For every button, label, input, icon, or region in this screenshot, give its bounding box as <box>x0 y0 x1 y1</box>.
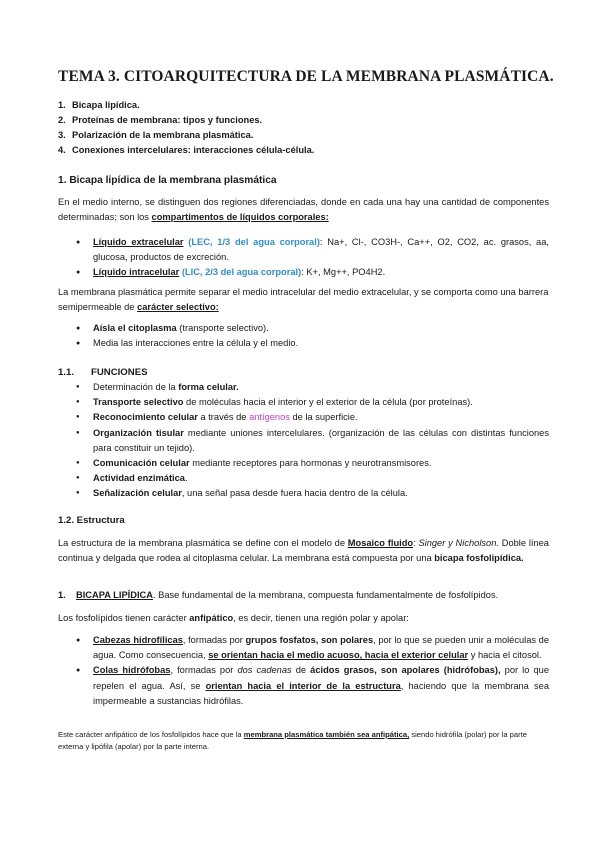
list-item: ● Determinación de la forma celular. <box>76 380 549 395</box>
page-title: TEMA 3. CITOARQUITECTURA DE LA MEMBRANA PLASMÁTICA. <box>58 68 554 85</box>
functions-list <box>76 380 549 502</box>
paragraph-barrera: La membrana plasmática permite separar el medio intracelular del medio extracelular, y se comporta como una barrera semipermeable de carácter selectivo: <box>58 287 549 313</box>
list-item: ● Aísla el citoplasma (transporte selectivo). <box>76 321 549 336</box>
list-item: ● Actividad enzimática. <box>76 471 549 486</box>
toc-item: 2. Proteínas de membrana: tipos y funciones. <box>58 115 263 125</box>
paragraph-medio-interno: En el medio interno, se distinguen dos regiones diferenciadas, donde en cada una hay una cantidad de componentes determinadas; son los compartimentos de líquidos corporales: <box>58 197 549 223</box>
footnote: Este carácter anfipático de los fosfolípidos hace que la membrana plasmática también sea anfipática, siendo hidrófila (polar) por la parte externa y lipófila (apolar) por la parte interna. <box>58 730 527 751</box>
list-item: ● Transporte selectivo de moléculas hacia el interior y el exterior de la célula (por proteínas). <box>76 395 549 410</box>
list-item: ● Señalización celular, una señal pasa desde fuera hacia dentro de la célula. <box>76 486 549 501</box>
toc-item: 1. Bicapa lipídica. <box>58 100 140 110</box>
list-item-colas: ● Colas hidrófobas, formadas por dos cadenas de ácidos grasos, son apolares (hidrófobas), por lo que repelen el agua. Así, se orientan hacia el interior de la estructura, haciendo que la membrana sea impermeable a sustancias hidrófilas. <box>76 663 549 709</box>
subsection-heading-funciones: 1.1. FUNCIONES <box>58 367 148 378</box>
paragraph-bicapa-lipidica: 1. BICAPA LIPÍDICA. Base fundamental de la membrana, compuesta fundamentalmente de fosfolípidos. <box>58 590 499 600</box>
list-item: ● Media las interacciones entre la célula y el medio. <box>76 336 549 351</box>
paragraph-anfipatico: Los fosfolípidos tienen carácter anfipático, es decir, tienen una región polar y apolar: <box>58 613 409 623</box>
table-of-contents <box>58 98 314 158</box>
list-item-lec: ● Líquido extracelular (LEC, 1/3 del agua corporal): Na+, Cl-, CO3H-, Ca++, O2, CO2, ac. grasos, aa, glucosa, productos de excreción. <box>76 235 549 265</box>
selective-list <box>76 321 549 351</box>
phospholipid-parts-list <box>76 633 549 709</box>
list-item: ● Organización tisular mediante uniones intercelulares. (organización de las células con distintas funciones para constituir un tejido). <box>76 426 549 456</box>
liquids-list <box>76 235 549 281</box>
subsection-heading-estructura: 1.2. Estructura <box>58 515 125 526</box>
list-item: ● Reconocimiento celular a través de antígenos de la superficie. <box>76 410 549 425</box>
toc-item: 3. Polarización de la membrana plasmática. <box>58 130 254 140</box>
toc-item: 4. Conexiones intercelulares: interacciones célula-célula. <box>58 145 315 155</box>
list-item-lic: ● Líquido intracelular (LIC, 2/3 del agua corporal): K+, Mg++, PO4H2. <box>76 265 549 280</box>
list-item: ● Comunicación celular mediante receptores para hormonas y neurotransmisores. <box>76 456 549 471</box>
section-heading-bicapa: 1. Bicapa lipídica de la membrana plasmática <box>58 175 277 186</box>
paragraph-estructura: La estructura de la membrana plasmática se define con el modelo de Mosaico fluido: Singer y Nicholson. Doble línea continua y delgada que rodea al citoplasma celular. La membrana está compuesta por una bicapa fosfolipídica. <box>58 538 549 564</box>
list-item-cabezas: ● Cabezas hidrofílicas, formadas por grupos fosfatos, son polares, por lo que se pueden unir a moléculas de agua. Como consecuencia, se orientan hacia el medio acuoso, hacia el exterior celular y hacia el citosol. <box>76 633 549 663</box>
